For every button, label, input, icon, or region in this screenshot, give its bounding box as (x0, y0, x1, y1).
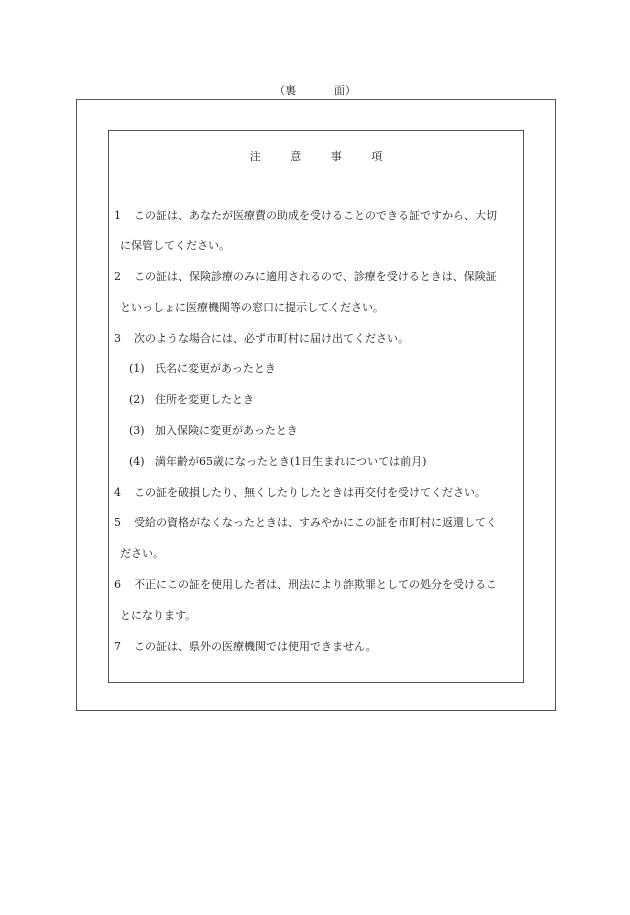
subitem-number: (1) (129, 362, 145, 375)
side-label-left: （裏 (274, 84, 296, 97)
item-1-line-1: 1 この証は、あなたが医療費の助成を受けることのできる証ですから、大切 (114, 209, 497, 222)
title-char: 項 (371, 150, 383, 163)
subitem-2: (2) 住所を変更したとき (129, 393, 254, 406)
item-2-line-1: 2 この証は、保険診療のみに適用されるので、診療を受けるときは、保険証 (114, 270, 497, 283)
page-side-label (0, 82, 630, 98)
subitem-4: (4) 満年齢が65歳になったとき(1日生まれについては前月) (129, 455, 427, 468)
item-7-line-1: 7 この証は、県外の医療機関では使用できません。 (114, 640, 377, 653)
subitem-1: (1) 氏名に変更があったとき (129, 362, 276, 375)
item-number: 2 (114, 270, 121, 283)
item-number: 5 (114, 516, 121, 529)
item-3-line-1: 3 次のような場合には、必ず市町村に届け出てください。 (114, 332, 409, 345)
item-number: 7 (114, 640, 121, 653)
subitem-number: (2) (129, 393, 145, 406)
subitem-3: (3) 加入保険に変更があったとき (129, 424, 298, 437)
item-5-line-1: 5 受給の資格がなくなったときは、すみやかにこの証を市町村に返還してく (114, 516, 497, 529)
item-6-line-2: とになります。 (120, 609, 197, 622)
notice-title (108, 148, 524, 164)
item-6-line-1: 6 不正にこの証を使用した者は、刑法により詐欺罪としての処分を受けるこ (114, 578, 497, 591)
subitem-number: (3) (129, 424, 145, 437)
item-5-line-2: ださい。 (120, 547, 164, 560)
side-label-right: 面） (334, 84, 356, 97)
item-1-line-2: に保管してください。 (120, 239, 230, 252)
item-4-line-1: 4 この証を破損したり、無くしたりしたときは再交付を受けてください。 (114, 486, 486, 499)
title-char: 事 (330, 150, 342, 163)
item-number: 3 (114, 332, 121, 345)
item-number: 6 (114, 578, 121, 591)
subitem-number: (4) (129, 455, 145, 468)
title-char: 注 (249, 150, 261, 163)
item-2-line-2: といっしょに医療機関等の窓口に提示してください。 (120, 301, 384, 314)
item-number: 4 (114, 486, 121, 499)
item-number: 1 (114, 209, 121, 222)
title-char: 意 (290, 150, 302, 163)
